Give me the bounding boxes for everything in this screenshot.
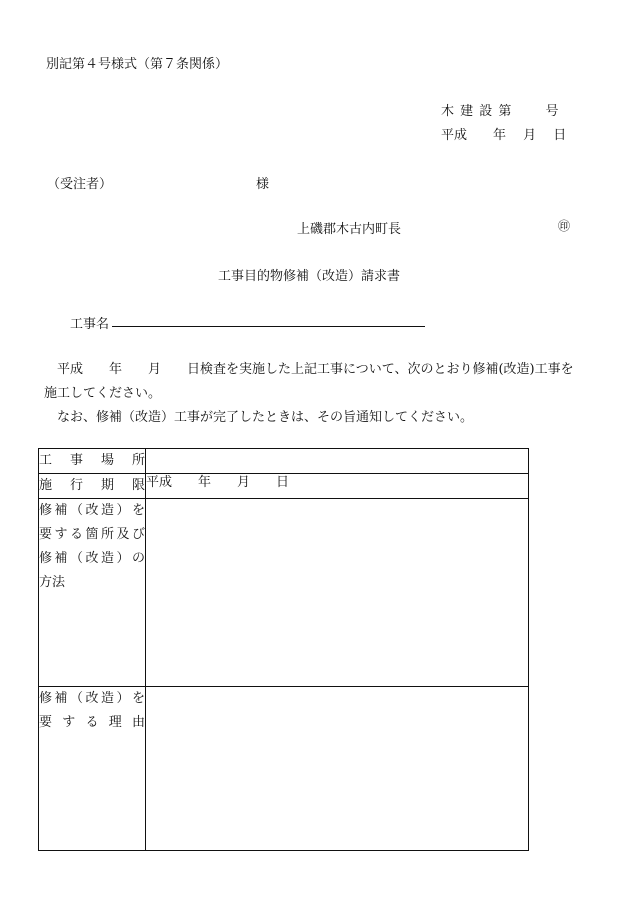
table-row-site: [39, 449, 529, 474]
table-row-deadline: [39, 474, 529, 499]
deadline-value: 平成 年 月 日: [146, 475, 290, 490]
reason-label-line2: 要する理由: [39, 715, 145, 730]
deadline-label: 施行期限: [39, 478, 145, 493]
reason-label-line1: 修補（改造）を: [39, 691, 145, 706]
work-name-label: 工事名: [70, 317, 110, 332]
recipient-label: （受注者）: [47, 177, 113, 192]
table-row-reason: [39, 687, 529, 851]
seal-mark: ㊞: [558, 219, 571, 233]
method-label-line1: 修補（改造）を: [39, 503, 145, 518]
method-label-line2: 要する箇所及び: [39, 527, 145, 542]
site-label-cell: [39, 449, 146, 474]
body-paragraph-2: なお、修補（改造）工事が完了したときは、その旨通知してください。: [44, 410, 474, 425]
issuer-name: 上磯郡木古内町長: [297, 222, 402, 237]
reason-value-cell: [146, 687, 529, 851]
method-label-cell: [39, 499, 146, 687]
body-text: [44, 358, 584, 430]
site-label: 工事場所: [39, 453, 145, 468]
request-form-table: [38, 448, 529, 851]
work-name-underline: [112, 326, 425, 327]
deadline-label-cell: [39, 474, 146, 499]
site-value-cell: [146, 449, 529, 474]
deadline-value-cell: [146, 474, 529, 499]
reason-label-cell: [39, 687, 146, 851]
document-title: 工事目的物修補（改造）請求書: [218, 269, 401, 284]
document-number: 木 建 設 第 号: [441, 104, 560, 119]
recipient-honorific: 様: [256, 177, 270, 192]
document-date: 平成 年 月 日: [441, 128, 567, 143]
body-paragraph-1: 平成 年 月 日検査を実施した上記工事について、次のとおり修補(改造)工事を施工してください。: [44, 362, 574, 401]
method-value-cell: [146, 499, 529, 687]
method-label-line3: 修補（改造）の: [39, 551, 145, 566]
method-label-line4: 方法: [39, 575, 66, 590]
table-row-method: [39, 499, 529, 687]
form-reference: 別記第４号様式（第７条関係）: [46, 57, 229, 72]
